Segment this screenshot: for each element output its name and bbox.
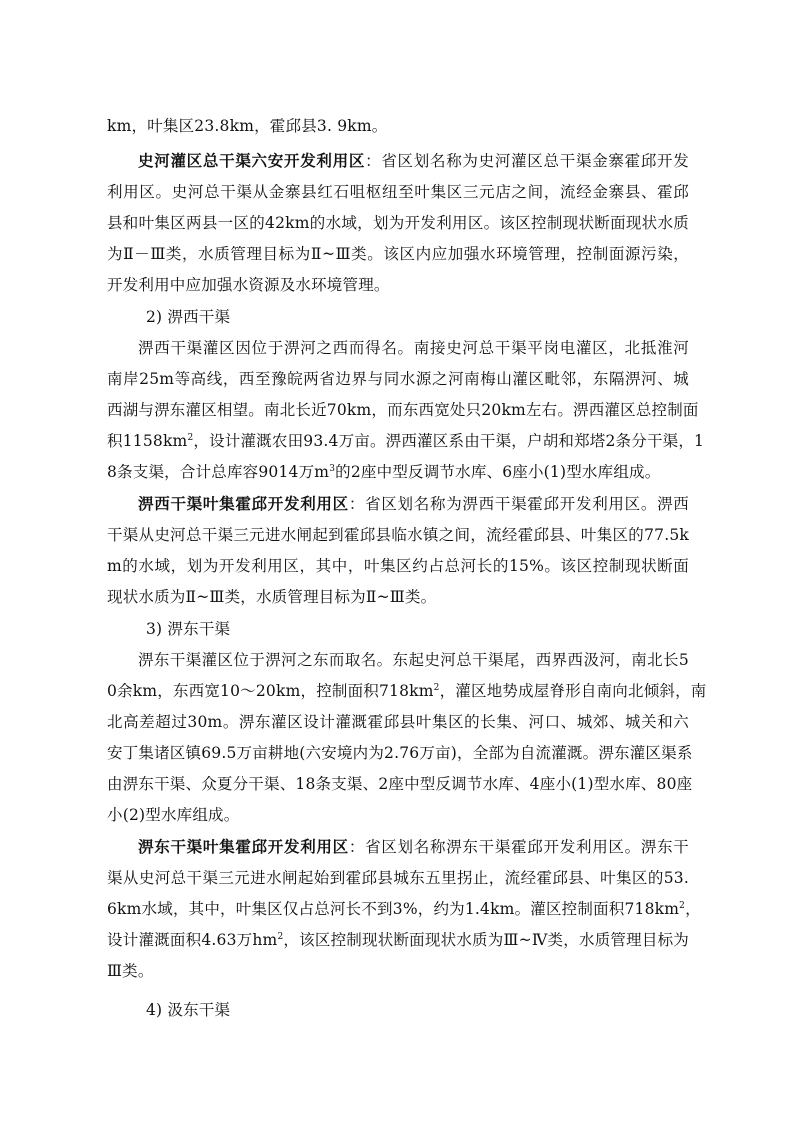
continued-line: km，叶集区23.8km，霍邱县3. 9km。 (107, 117, 388, 135)
section-heading-bold: 淠西干渠叶集霍邱开发利用区 (138, 494, 349, 513)
paragraph-line: m的水域，划为开发利用区，其中，叶集区约占总河长的15%。该区控制现状断面 (107, 557, 689, 575)
paragraph-line: 利用区。史河总干渠从金寨县红石咀枢纽至叶集区三元店之间，流经金寨县、霍邱 (107, 183, 689, 201)
paragraph-line: 淠东干渠叶集霍邱开发利用区：省区划名称淠东干渠霍邱开发利用区。淠东干 (138, 837, 689, 856)
section-heading-bold: 史河灌区总干渠六安开发利用区 (138, 151, 366, 170)
paragraph-line: 渠从史河总干渠三元进水闸起始到霍邱县城东五里拐止，流经霍邱县、叶集区的53. (107, 869, 689, 887)
paragraph-line: 设计灌溉面积4.63万$hm^2$，该区控制现状断面现状水质为Ⅲ~Ⅳ类，水质管理目标为 (107, 931, 690, 949)
subsection-heading: 2) 淠西干渠 (146, 308, 231, 326)
subsection-heading: 3) 淠东干渠 (146, 620, 231, 638)
paragraph-line: 6km水域，其中，叶集区仅占总河长不到3%，约为1.4km。灌区控制面积$718km^2$， (107, 900, 701, 918)
paragraph-line: 积$1158km^2$，设计灌溉农田93.4万亩。淠西灌区系由干渠，户胡和郑塔2条分干渠，1 (107, 432, 705, 450)
paragraph-line: 8条支渠，合计总库容9014万$m^3$的2座中型反调节水库、6座小(1)型水库组成。 (107, 463, 661, 481)
paragraph-line: 淠西干渠叶集霍邱开发利用区：省区划名称为淠西干渠霍邱开发利用区。淠西 (138, 494, 689, 513)
paragraph-line: 小(2)型水库组成。 (107, 806, 240, 824)
paragraph-line: 淠东干渠灌区位于淠河之东而取名。东起史河总干渠尾，西界西汲河，南北长5 (138, 651, 689, 669)
paragraph-line: 南岸25m等高线，西至豫皖两省边界与同水源之河南梅山灌区毗邻，东隔淠河、城 (107, 370, 689, 388)
paragraph-line: 北高差超过30m。淠东灌区设计灌溉霍邱县叶集区的长集、河口、城郊、城关和六 (107, 713, 689, 731)
paragraph-line: 淠西干渠灌区因位于淠河之西而得名。南接史河总干渠平岗电灌区，北抵淮河 (138, 339, 689, 357)
paragraph-line: 安丁集诸区镇69.5万亩耕地(六安境内为2.76万亩)，全部为自流灌溉。淠东灌区渠系 (107, 744, 693, 762)
paragraph-line: 为Ⅱ－Ⅲ类，水质管理目标为Ⅱ~Ⅲ类。该区内应加强水环境管理，控制面源污染， (107, 245, 689, 263)
subsection-heading: 4) 汲东干渠 (146, 1001, 231, 1019)
paragraph-line: 由淠东干渠、众夏分干渠、18条支渠、2座中型反调节水库、4座小(1)型水库、80座 (107, 775, 693, 793)
paragraph-line: 0余km，东西宽10～20km，控制面积$718km^2$，灌区地势成屋脊形自南向北倾斜，南 (107, 682, 707, 700)
paragraph-line: 县和叶集区两县一区的42km的水域，划为开发利用区。该区控制现状断面现状水质 (107, 214, 689, 232)
paragraph-line: 史河灌区总干渠六安开发利用区：省区划名称为史河灌区总干渠金寨霍邱开发 (138, 151, 689, 170)
paragraph-line: 西湖与淠东灌区相望。南北长近70km，而东西宽处只20km左右。淠西灌区总控制面 (107, 401, 699, 419)
paragraph-line: 现状水质为Ⅱ~Ⅲ类，水质管理目标为Ⅱ~Ⅲ类。 (107, 588, 437, 606)
paragraph-line: Ⅲ类。 (107, 962, 154, 980)
paragraph-line: 干渠从史河总干渠三元进水闸起到霍邱县临水镇之间，流经霍邱县、叶集区的77.5k (107, 526, 689, 544)
section-heading-bold: 淠东干渠叶集霍邱开发利用区 (138, 837, 349, 856)
paragraph-line: 开发利用中应加强水资源及水环境管理。 (107, 276, 390, 294)
